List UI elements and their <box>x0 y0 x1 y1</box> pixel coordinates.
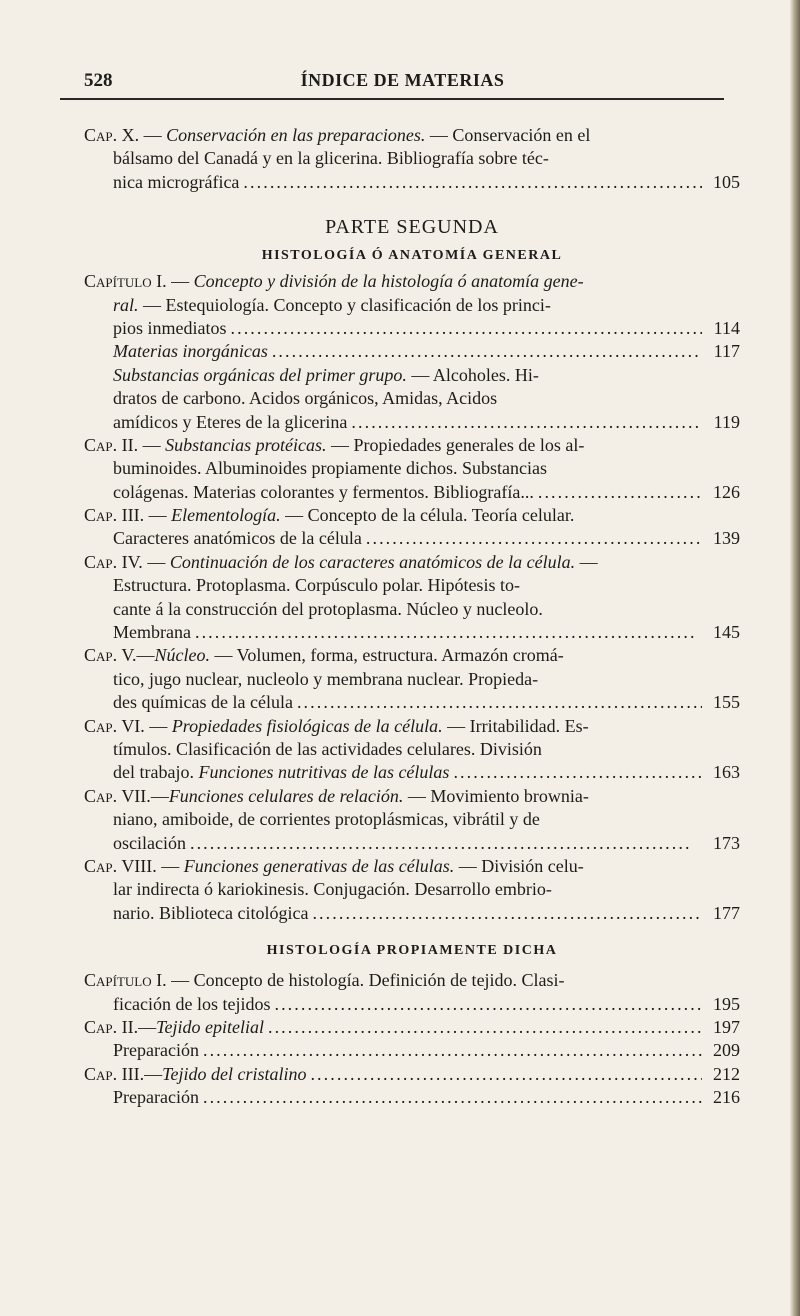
page-ref: 177 <box>713 902 740 923</box>
toc-line: Substancias orgánicas del primer grupo. — Alcoholes. Hi- <box>113 364 539 385</box>
toc-line: Cap. V.—Núcleo. — Volumen, forma, estructura. Armazón cromá- <box>84 645 564 666</box>
toc-line: Cap. III.—Tejido del cristalino . . . 212 <box>84 1063 740 1086</box>
part-heading: PARTE SEGUNDA <box>325 216 499 239</box>
toc-entry <box>84 504 740 551</box>
toc-line: Cap. VI. — Propiedades fisiológicas de la célula. — Irritabilidad. Es- <box>84 715 589 736</box>
toc-line: dratos de carbono. Acidos orgánicos, Amidas, Acidos <box>113 388 498 409</box>
toc-line: pios inmediatos . . . 114 <box>84 317 740 340</box>
toc-line: Cap. VII.—Funciones celulares de relación. — Movimiento brownia- <box>84 785 589 806</box>
page-number: 528 <box>84 70 113 91</box>
toc-line: Cap. III. — Elementología. — Concepto de la célula. Teoría celular. <box>84 505 575 526</box>
header-rule <box>60 98 724 100</box>
toc-entry <box>84 855 740 925</box>
toc-line: Cap. IV. — Continuación de los caracteres anatómicos de la célula. — <box>84 551 598 572</box>
toc-line: tímulos. Clasificación de las actividades celulares. División <box>113 738 542 759</box>
toc-entry <box>84 644 740 714</box>
page-ref: 212 <box>713 1063 740 1084</box>
toc-entry <box>84 1063 740 1110</box>
toc-entry <box>84 551 740 645</box>
page-ref: 195 <box>713 993 740 1014</box>
toc-entry <box>84 434 740 504</box>
toc-line: nica micrográfica . . . 105 <box>84 171 740 194</box>
leader-dots <box>203 1039 702 1062</box>
leader-dots <box>312 902 702 925</box>
leader-dots <box>272 340 702 363</box>
toc-line: buminoides. Albuminoides propiamente dichos. Substancias <box>113 458 547 479</box>
toc-line: Membrana . . . 145 <box>84 621 740 644</box>
toc-line: colágenas. Materias colorantes y fermentos. Bibliografía... . . . 126 <box>84 481 740 504</box>
toc-line: Capítulo I. — Concepto de histología. Definición de tejido. Clasi- <box>84 970 565 991</box>
leader-dots <box>268 1016 702 1039</box>
toc-line: des químicas de la célula . . . 155 <box>84 691 740 714</box>
toc-entry <box>84 124 740 194</box>
page-ref: 163 <box>713 762 740 783</box>
toc-line: Cap. II.—Tejido epitelial . . . 197 <box>84 1016 740 1039</box>
toc-line: ral. — Estequiología. Concepto y clasificación de los princi- <box>113 294 551 315</box>
leader-dots <box>243 171 702 194</box>
leader-dots <box>453 761 702 784</box>
page-ref: 145 <box>713 622 740 643</box>
page-ref: 117 <box>713 341 740 362</box>
toc-entry <box>84 715 740 785</box>
toc-line: Cap. X. — Conservación en las preparaciones. — Conservación en el <box>84 125 591 145</box>
page-ref: 209 <box>713 1040 740 1061</box>
toc-line: nario. Biblioteca citológica . . . 177 <box>84 902 740 925</box>
toc-line: oscilación . . . 173 <box>84 832 740 855</box>
toc-line: Materias inorgánicas . . . 117 <box>84 340 740 363</box>
toc-line: Cap. VIII. — Funciones generativas de las células. — División celu- <box>84 855 584 876</box>
page-header <box>60 70 725 96</box>
page-ref: 105 <box>713 171 740 192</box>
toc-line: cante á la construcción del protoplasma. Núcleo y nucleolo. <box>113 598 543 619</box>
page-ref: 216 <box>713 1087 740 1108</box>
toc-line: del trabajo. Funciones nutritivas de las células . . . 163 <box>84 761 740 784</box>
toc-line: amídicos y Eteres de la glicerina . . . 119 <box>84 411 740 434</box>
toc-entry <box>84 1016 740 1063</box>
section-heading: HISTOLOGÍA PROPIAMENTE DICHA <box>266 943 558 959</box>
leader-dots <box>310 1063 702 1086</box>
running-title: ÍNDICE DE MATERIAS <box>300 70 505 90</box>
page-ref: 139 <box>713 528 740 549</box>
toc-line: Capítulo I. — Concepto y división de la histología ó anatomía gene- <box>84 271 584 292</box>
toc-line: tico, jugo nuclear, nucleolo y membrana nuclear. Propieda- <box>113 668 539 689</box>
page-ref: 197 <box>713 1016 740 1037</box>
leader-dots <box>203 1086 702 1109</box>
leader-dots <box>297 691 702 714</box>
page-ref: 155 <box>713 692 740 713</box>
toc-line: Cap. II. — Substancias protéicas. — Propiedades generales de los al- <box>84 434 585 455</box>
toc-line: bálsamo del Canadá y en la glicerina. Bibliografía sobre téc- <box>113 148 549 169</box>
leader-dots <box>351 411 702 434</box>
page-ref: 126 <box>713 481 740 502</box>
toc-entry <box>84 785 740 855</box>
leader-dots <box>366 527 702 550</box>
toc-line: Estructura. Protoplasma. Corpúsculo polar. Hipótesis to- <box>113 575 520 596</box>
leader-dots <box>538 481 702 504</box>
toc-line: Preparación . . . 216 <box>84 1086 740 1109</box>
page-ref: 114 <box>713 317 740 338</box>
page-edge-shadow <box>790 0 800 1316</box>
toc-line: niano, amiboide, de corrientes protoplásmicas, vibrátil y de <box>113 809 540 830</box>
toc-line: Caracteres anatómicos de la célula . . . 139 <box>84 527 740 550</box>
toc-line: lar indirecta ó kariokinesis. Conjugación. Desarrollo embrio- <box>113 879 552 900</box>
toc-line: Preparación . . . 209 <box>84 1039 740 1062</box>
toc-line: ficación de los tejidos . . . 195 <box>84 993 740 1016</box>
index-content <box>84 124 740 1109</box>
leader-dots <box>190 832 702 855</box>
toc-entry <box>84 969 740 1016</box>
page-ref: 173 <box>713 832 740 853</box>
leader-dots <box>274 993 702 1016</box>
toc-entry <box>84 270 740 434</box>
leader-dots <box>231 317 703 340</box>
section-heading: HISTOLOGÍA Ó ANATOMÍA GENERAL <box>261 248 563 264</box>
leader-dots <box>195 621 702 644</box>
page-ref: 119 <box>713 411 740 432</box>
